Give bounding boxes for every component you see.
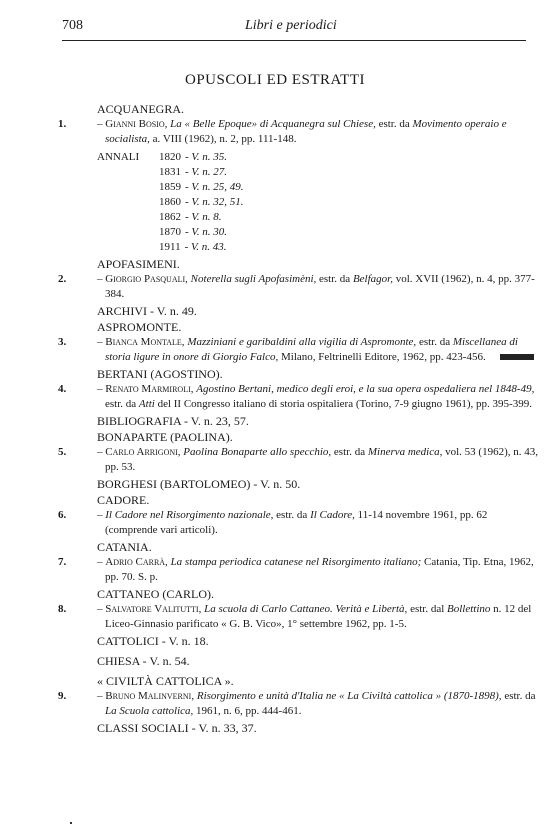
entry-author: Giorgio Pasquali, [105,273,188,285]
entry-text: vol. XVII (1962), n. 4, pp. 377-384. [105,273,535,300]
heading-acquanegra: ACQUANEGRA. [97,102,184,116]
entry-5: 5. – Carlo Arrigoni, Paolina Bonaparte allo specchio, estr. da Minerva medica, vol. 53 (1962), n. 43, pp. 53. [58,446,539,473]
entry-title: Noterella sugli Apofasimèni, [190,273,317,285]
entry-text: Milano, Feltrinelli Editore, 1962, pp. 423-456. [278,351,486,363]
cross-ref-archivi: ARCHIVI - V. n. 49. [97,304,197,318]
section-title: OPUSCOLI ED ESTRATTI [184,72,365,88]
entry-number: 5. [58,446,67,458]
entry-9: 9. – Bruno Malinverni, Risorgimento e unità d'Italia ne « La Civiltà cattolica » (1870-1898), estr. da La Scuola cattolica, 1961, n. 6, pp. 444-461. [58,690,536,717]
cross-ref-cattolici: CATTOLICI - V. n. 18. [97,634,209,648]
entry-number: 7. [58,556,67,568]
entry-number: 6. [58,509,67,521]
entry-title: La « Belle Epoque» di Acquanegra sul Chiese, [170,118,376,130]
annali-year: 1911 [159,241,181,253]
entry-author: Renato Marmiroli, [105,383,194,395]
page-number: 708 [62,18,83,33]
annali-row [97,210,538,225]
entry-source: Minerva medica, [367,446,443,458]
entry-title: Agostino Bertani, medico degli eroi, e la sua opera ospedaliera nel 1848-49, [196,383,535,395]
annali-row [97,180,538,195]
entry-source: Il Cadore, [310,509,355,521]
entry-author: Adrio Carrà, [105,556,168,568]
entry-author: Bianca Montale, [105,336,185,348]
entry-text: vol. 53 (1962), n. 43, pp. 53. [105,446,539,473]
annali-ref: - V. n. 32, 51. [185,196,244,208]
entry-7: 7. – Adrio Carrà, La stampa periodica catanese nel Risorgimento italiano; Catania, Tip. Etna, 1962, pp. 70. S. p. [58,556,534,583]
heading-bonaparte: BONAPARTE (PAOLINA). [97,430,233,444]
annali-year: 1831 [159,166,181,178]
entry-text: n. 12 del Liceo-Ginnasio parificato « G. B. Vico», 1° settembre 1962, pp. 1-5. [105,603,532,630]
entry-1: 1. – Gianni Bosio, La « Belle Epoque» di Acquanegra sul Chiese, estr. da Movimento operaio e socialista, a. VIII (1962), n. 2, pp. 111-148. [58,118,507,145]
entry-text: estr. da [105,398,139,410]
annali-year: 1820 [159,151,181,163]
annali-list [97,150,538,255]
entry-text: estr. da [331,446,368,458]
entry-author: Gianni Bosio, [105,118,168,130]
entry-text: estr. da [416,336,453,348]
ink-mark [500,354,534,360]
entry-source: Miscellanea di storia ligure in onore di Giorgio Falco, [105,336,518,363]
entry-text: 11-14 novembre 1961, pp. 62 (comprende vari articoli). [105,509,488,536]
annali-year: 1859 [159,181,181,193]
entry-source: Bollettino [447,603,491,615]
entry-text: estr. da [501,690,536,702]
entry-title: Mazziniani e garibaldini alla vigilia di Aspromonte, [187,336,417,348]
annali-row [97,165,538,180]
heading-catania: CATANIA. [97,540,152,554]
entry-text: del II Congresso italiano di storia ospitaliera (Torino, 7-9 giugno 1961), pp. 395-399. [154,398,532,410]
annali-ref: - V. n. 27. [185,166,227,178]
annali-row [97,195,538,210]
running-title: Libri e periodici [245,18,337,33]
entry-number: 1. [58,118,67,130]
annali-ref: - V. n. 35. [185,151,227,163]
annali-year: 1860 [159,196,181,208]
entry-text: a. VIII (1962), n. 2, pp. 111-148. [149,133,297,145]
entry-3: 3. – Bianca Montale, Mazziniani e garibaldini alla vigilia di Aspromonte, estr. da Miscellanea di storia ligure in onore di Giorgio Falco, Milano, Feltrinelli Editore, 1962, pp. 423-456. [58,335,538,365]
cross-ref-bibliografia: BIBLIOGRAFIA - V. n. 23, 57. [97,414,249,428]
entry-source: Movimento operaio e socialista, [105,118,507,145]
heading-apofasimeni: APOFASIMENI. [97,257,180,271]
cross-ref-classi-sociali: CLASSI SOCIALI - V. n. 33, 37. [97,721,257,735]
annali-row [97,240,538,255]
entry-author: Bruno Malinverni, [105,690,195,702]
annali-row [97,225,538,240]
cross-ref-chiesa: CHIESA - V. n. 54. [97,654,190,668]
entry-title: Il Cadore nel Risorgimento nazionale, [105,509,274,521]
entry-title: Paolina Bonaparte allo specchio, [183,446,332,458]
entry-8: 8. – Salvatore Valitutti, La scuola di Carlo Cattaneo. Verità e Libertà, estr. dal Bollettino n. 12 del Liceo-Ginnasio parificato « G. B. Vico», 1° settembre 1962, pp. 1-5. [58,603,532,630]
annali-label: ANNALI [97,151,140,163]
heading-aspromonte: ASPROMONTE. [97,320,182,334]
entry-text: estr. dal [407,603,448,615]
annali-year: 1862 [159,211,181,223]
entry-title: La stampa periodica catanese nel Risorgimento italiano; [170,556,422,568]
entry-4: 4. – Renato Marmiroli, Agostino Bertani, medico degli eroi, e la sua opera ospedaliera nel 1848-49, estr. da Atti del II Congresso italiano di storia ospitaliera (Torino, 7-9 giugno 1961), pp. 395-399. [58,383,535,410]
annali-ref: - V. n. 30. [185,226,227,238]
heading-cadore: CADORE. [97,493,150,507]
entry-text: estr. da [273,509,311,521]
entry-source: Belfagor, [352,273,393,285]
stray-dot [70,822,72,824]
heading-civilta-cattolica: « CIVILTÀ CATTOLICA ». [97,674,234,688]
entry-number: 4. [58,383,67,395]
annali-ref: - V. n. 8. [185,211,222,223]
header-rule [62,40,526,41]
entry-title: La scuola di Carlo Cattaneo. Verità e Libertà, [204,603,408,615]
entry-number: 3. [58,336,67,348]
entry-number: 9. [58,690,67,702]
heading-bertani: BERTANI (AGOSTINO). [97,367,223,381]
cross-ref-borghesi: BORGHESI (BARTOLOMEO) - V. n. 50. [97,477,301,491]
entry-text: Catania, Tip. Etna, 1962, pp. 70. S. p. [105,556,534,583]
entry-source: Atti [138,398,155,410]
entry-6: 6. – Il Cadore nel Risorgimento nazionale, estr. da Il Cadore, 11-14 novembre 1961, pp. 62 (comprende vari articoli). [58,509,488,536]
entry-title: Risorgimento e unità d'Italia ne « La Civiltà cattolica » (1870-1898), [196,690,502,702]
entry-text: estr. da [375,118,413,130]
entry-source: La Scuola cattolica, [105,705,194,717]
entry-author: Salvatore Valitutti, [105,603,202,615]
heading-cattaneo: CATTANEO (CARLO). [97,587,215,601]
annali-ref: - V. n. 43. [184,241,227,253]
entries-list [58,100,538,735]
entry-text: estr. da [316,273,353,285]
entry-author: Carlo Arrigoni, [105,446,181,458]
annali-year: 1870 [159,226,181,238]
entry-text: 1961, n. 6, pp. 444-461. [193,705,302,717]
annali-ref: - V. n. 25, 49. [185,181,244,193]
entry-2: 2. – Giorgio Pasquali, Noterella sugli Apofasimèni, estr. da Belfagor, vol. XVII (1962), n. 4, pp. 377-384. [58,273,535,300]
entry-number: 2. [58,273,67,285]
entry-number: 8. [58,603,67,615]
annali-row [97,150,538,165]
